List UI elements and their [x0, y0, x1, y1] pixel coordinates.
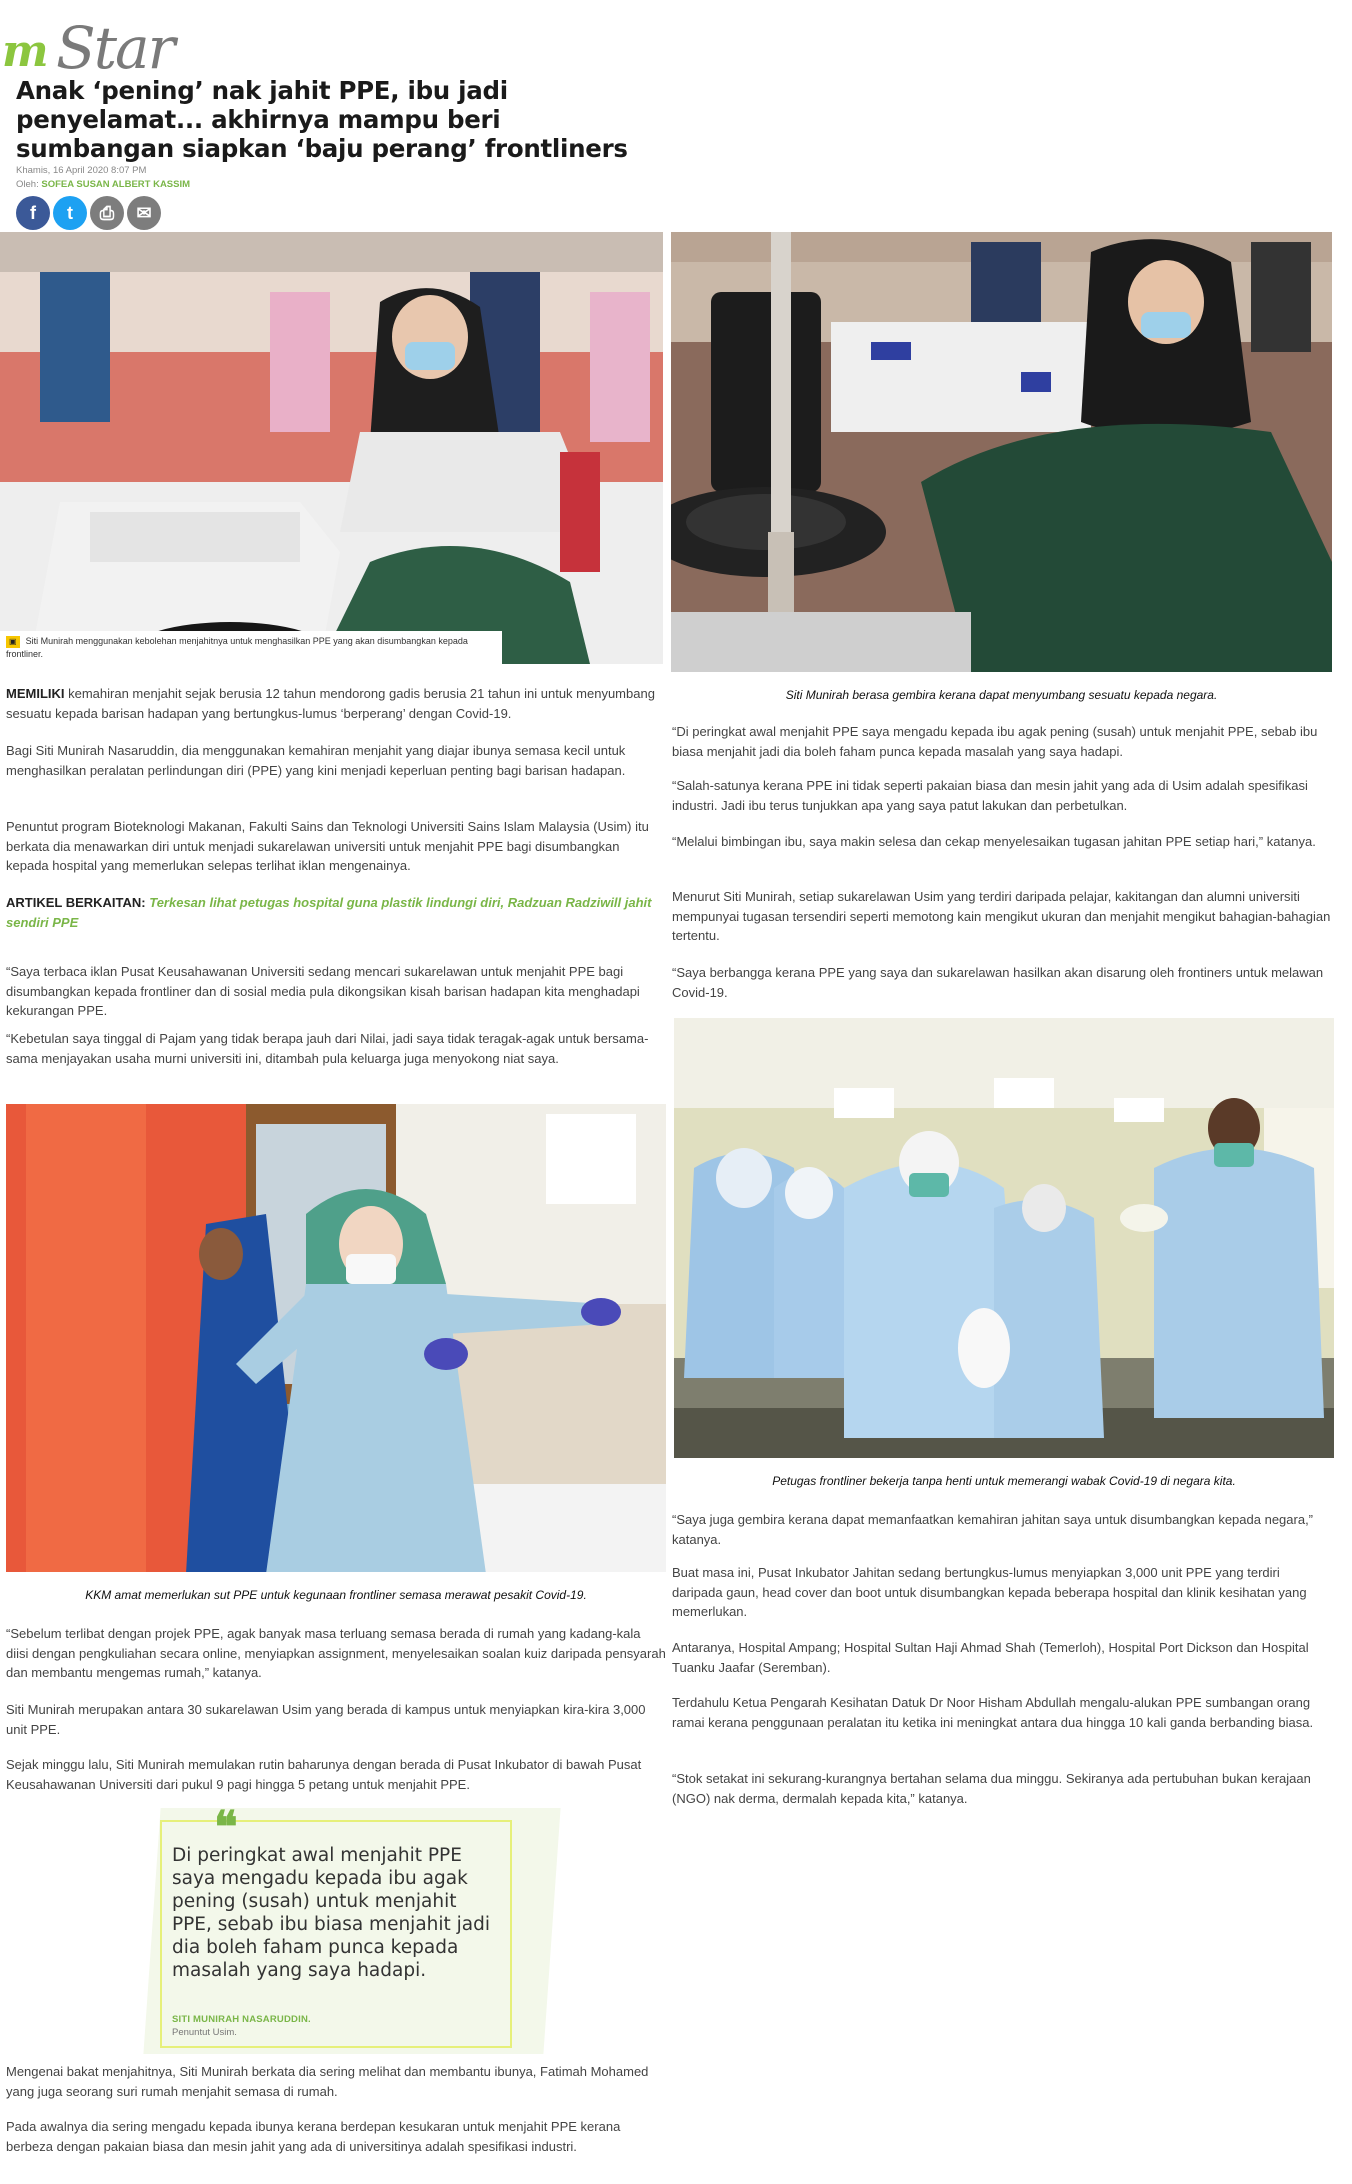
photo-sewing-right [671, 232, 1332, 672]
article-paragraph: “Salah-satunya kerana PPE ini tidak seperti pakaian biasa dan mesin jahit yang ada di Usim adalah spesifikasi industri. Jadi ibu terus tunjukkan apa yang saya patut lakukan dan perbetulkan. [672, 778, 1308, 813]
logo-m: m [2, 26, 47, 77]
twitter-icon: t [67, 202, 73, 223]
article-paragraph: Bagi Siti Munirah Nasaruddin, dia menggunakan kemahiran menjahit yang diajar ibunya semasa kecil untuk menghasilkan peralatan perlindungan diri (PPE) yang kini menjadi keperluan penting bagi barisan hadapan. [6, 743, 626, 778]
article-paragraph: “Di peringkat awal menjahit PPE saya mengadu kepada ibu agak pening (susah) untuk menjahit PPE, sebab ibu biasa menjahit jadi dia boleh faham punca kepada masalah yang saya hadapi. [672, 724, 1318, 759]
article-paragraph: “Kebetulan saya tinggal di Pajam yang tidak berapa jauh dari Nilai, jadi saya tidak teragak-agak untuk bersama-sama menjayakan usaha murni universiti ini, ditambah pula keluarga juga menyokong niat saya. [6, 1031, 649, 1066]
twitter-share-button[interactable] [53, 196, 87, 230]
facebook-icon: f [30, 202, 36, 223]
article-paragraph: Menurut Siti Munirah, setiap sukarelawan Usim yang terdiri daripada pelajar, kakitangan dan alumni universiti mempunyai tugasan tersendiri seperti memotong kain mengikut ukuran dan menjahit mengikut bahagian-bahagian tertentu. [672, 889, 1331, 943]
article-paragraph: “Saya juga gembira kerana dapat memanfaatkan kemahiran jahitan saya untuk disumbangkan kepada negara,” katanya. [672, 1512, 1314, 1547]
article-paragraph: Siti Munirah merupakan antara 30 sukarelawan Usim yang berada di kampus untuk menyiapkan kira-kira 3,000 unit PPE. [6, 1702, 646, 1737]
photo-caption: KKM amat memerlukan sut PPE untuk kegunaan frontliner semasa merawat pesakit Covid-19. [85, 1588, 587, 1602]
pull-quote-role: Penuntut Usim. [172, 2027, 237, 2038]
article-paragraph: Antaranya, Hospital Ampang; Hospital Sultan Haji Ahmad Shah (Temerloh), Hospital Port Dickson dan Hospital Tuanku Jaafar (Seremban). [672, 1640, 1309, 1675]
photo-frontliners-art [674, 1018, 1334, 1458]
article-date: Khamis, 16 April 2020 8:07 PM [16, 165, 147, 176]
article-paragraph: “Saya terbaca iklan Pusat Keusahawanan Universiti sedang mencari sukarelawan untuk menjahit PPE bagi disumbangkan kepada frontliner dan di sosial media pula dikongsikan kisah barisan hadapan kita menghadapi kekurangan PPE. [6, 964, 640, 1018]
related-article [6, 893, 664, 932]
pull-quote [152, 1802, 552, 2054]
quote-marks-icon: ❝ [214, 1802, 238, 1853]
author-link[interactable]: SOFEA SUSAN ALBERT KASSIM [41, 179, 191, 190]
article-paragraph: Terdahulu Ketua Pengarah Kesihatan Datuk Dr Noor Hisham Abdullah mengalu-alukan PPE sumbangan orang ramai kerana penggunaan peralatan itu ketika ini meningkat antara dua hingga 10 kali ganda berbanding biasa. [672, 1695, 1314, 1730]
logo-star: Star [56, 14, 174, 82]
photo-ppe-doctor-art [6, 1104, 666, 1572]
article-paragraph: “Saya berbangga kerana PPE yang saya dan sukarelawan hasilkan akan disarung oleh frontiners untuk melawan Covid-19. [672, 965, 1324, 1000]
pull-quote-name: SITI MUNIRAH NASARUDDIN. [172, 2014, 311, 2025]
article-paragraph: Penuntut program Bioteknologi Makanan, Fakulti Sains dan Teknologi Universiti Sains Islam Malaysia (Usim) itu berkata dia menawarkan diri untuk menjadi sukarelawan universiti untuk menjahit PPE bagi disumbangkan kepada hospital yang memerlukan selepas terlihat iklan mengenainya. [6, 819, 649, 873]
related-label: ARTIKEL BERKAITAN: [6, 895, 146, 910]
article-paragraph: Sejak minggu lalu, Siti Munirah memulakan rutin baharunya dengan berada di Pusat Inkubator di bawah Pusat Keusahawanan Universiti dari pukul 9 pagi hingga 5 petang untuk menjahit PPE. [6, 1757, 642, 1792]
photo-caption-overlay [0, 631, 502, 664]
article-paragraph: “Stok setakat ini sekurang-kurangnya bertahan selama dua minggu. Sekiranya ada pertubuhan bukan kerajaan (NGO) nak derma, dermalah kepada kita,” katanya. [672, 1771, 1311, 1806]
photo-sewing-left [0, 232, 663, 664]
print-icon: ⎙ [99, 202, 115, 223]
photo-sewing-left-art [0, 232, 663, 664]
photo-sewing-right-art [671, 232, 1332, 672]
article-paragraph: Mengenai bakat menjahitnya, Siti Munirah berkata dia sering melihat dan membantu ibunya, Fatimah Mohamed yang juga seorang suri rumah menjahit semasa di rumah. [6, 2064, 649, 2099]
photo-frontliners [674, 1018, 1334, 1458]
email-share-button[interactable] [127, 196, 161, 230]
article-paragraph: “Sebelum terlibat dengan projek PPE, agak banyak masa terluang semasa berada di rumah yang kadang-kala diisi dengan pengkuliahan secara online, menyiapkan assignment, menyelesaikan soalan kuiz daripada pensyarah dan membantu mengemas rumah,” katanya. [6, 1626, 666, 1680]
share-bar [16, 196, 161, 230]
paragraph-text: kemahiran menjahit sejak berusia 12 tahun mendorong gadis berusia 21 tahun ini untuk menyumbang sesuatu kepada barisan hadapan yang bertungkus-lumus ‘berperang’ dengan Covid-19. [6, 686, 655, 721]
photo-caption: Petugas frontliner bekerja tanpa henti untuk memerangi wabak Covid-19 di negara kita. [772, 1474, 1236, 1488]
facebook-share-button[interactable] [16, 196, 50, 230]
photo-caption-text: Siti Munirah menggunakan kebolehan menjahitnya untuk menghasilkan PPE yang akan disumbangkan kepada frontliner. [6, 636, 468, 659]
article-paragraph: “Melalui bimbingan ibu, saya makin selesa dan cekap menyelesaikan tugasan jahitan PPE setiap hari,” katanya. [672, 834, 1316, 849]
article-paragraph: Pada awalnya dia sering mengadu kepada ibunya kerana berdepan kesukaran untuk menjahit PPE kerana berbeza dengan pakaian biasa dan mesin jahit yang ada di universitinya adalah spesifikasi industri. [6, 2119, 621, 2154]
related-article-link[interactable]: Terkesan lihat petugas hospital guna plastik lindungi diri, Radzuan Radziwill jahit sendiri PPE [6, 895, 652, 930]
photo-ppe-doctor [6, 1104, 666, 1572]
lead-word: MEMILIKI [6, 686, 65, 701]
email-icon: ✉ [136, 202, 152, 223]
article-byline [16, 179, 190, 190]
photo-caption: Siti Munirah berasa gembira kerana dapat menyumbang sesuatu kepada negara. [785, 688, 1218, 702]
article-paragraph: Buat masa ini, Pusat Inkubator Jahitan sedang bertungkus-lumus menyiapkan 3,000 unit PPE yang terdiri daripada gaun, head cover dan boot untuk disumbangkan kepada beberapa hospital dan klinik kesihatan yang memerlukan. [672, 1565, 1307, 1619]
byline-prefix: Oleh: [16, 179, 42, 190]
article-paragraph [6, 684, 664, 723]
print-button[interactable] [90, 196, 124, 230]
mstar-logo[interactable] [0, 14, 190, 82]
camera-icon: ▣ [6, 636, 20, 648]
pull-quote-text: Di peringkat awal menjahit PPE saya mengadu kepada ibu agak pening (susah) untuk menjahit PPE, sebab ibu biasa menjahit jadi dia boleh faham punca kepada masalah yang saya hadapi. [172, 1845, 491, 1981]
article-headline: Anak ‘pening’ nak jahit PPE, ibu jadi penyelamat... akhirnya mampu beri sumbangan siapkan ‘baju perang’ frontliners [16, 76, 628, 163]
